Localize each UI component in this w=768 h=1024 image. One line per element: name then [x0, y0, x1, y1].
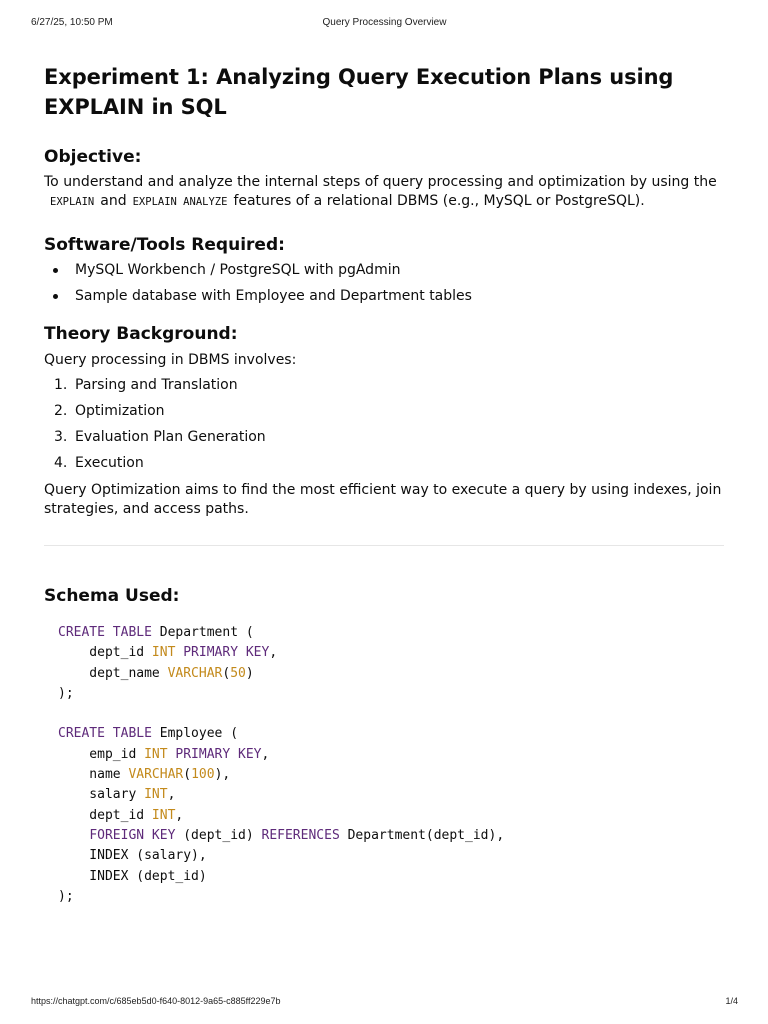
tool-item-label: Sample database with Employee and Department tables — [75, 288, 472, 304]
list-item — [44, 454, 724, 473]
inline-code-explain-analyze: EXPLAIN ANALYZE — [132, 196, 228, 208]
tool-item-label: MySQL Workbench / PostgreSQL with pgAdmin — [75, 262, 401, 278]
sql-keyword: FOREIGN KEY — [89, 827, 176, 843]
list-item — [44, 287, 724, 306]
print-url: https://chatgpt.com/c/685eb5d0-f640-8012-9a65-c885ff229e7b — [31, 996, 281, 1006]
step-number: 4. — [54, 455, 68, 471]
objective-heading: Objective: — [44, 147, 142, 167]
list-item — [44, 376, 724, 395]
step-number: 3. — [54, 429, 68, 445]
inline-code-explain: EXPLAIN — [50, 196, 95, 208]
sql-type: INT — [144, 787, 168, 803]
bullet-icon — [53, 268, 58, 273]
list-item — [44, 428, 724, 447]
theory-intro: Query processing in DBMS involves: — [44, 352, 297, 368]
sql-type: VARCHAR — [128, 767, 184, 783]
sql-number: 50 — [230, 665, 246, 681]
sql-keyword: PRIMARY KEY — [183, 645, 270, 661]
print-header — [31, 17, 738, 31]
steps-list — [44, 376, 724, 473]
objective-text-before: To understand and analyze the internal steps of query processing and optimization by using the — [44, 174, 717, 190]
print-datetime: 6/27/25, 10:50 PM — [31, 17, 113, 28]
print-footer — [31, 996, 738, 1010]
sql-type: INT — [151, 807, 176, 823]
step-label: Parsing and Translation — [75, 377, 238, 393]
sql-keyword: PRIMARY KEY — [175, 746, 262, 762]
page-number: 1/4 — [725, 996, 738, 1006]
step-label: Evaluation Plan Generation — [75, 429, 266, 445]
objective-text — [44, 173, 724, 212]
objective-text-after: features of a relational DBMS (e.g., MySQL or PostgreSQL). — [233, 193, 645, 209]
page-title: Experiment 1: Analyzing Query Execution Plans using EXPLAIN in SQL — [44, 65, 674, 119]
schema-heading: Schema Used: — [44, 586, 180, 606]
step-label: Optimization — [75, 403, 165, 419]
document-content — [44, 62, 724, 907]
print-title: Query Processing Overview — [322, 17, 447, 28]
sql-type: VARCHAR — [167, 665, 223, 681]
theory-heading: Theory Background: — [44, 324, 238, 344]
sql-type: INT — [151, 645, 176, 661]
bullet-icon — [53, 294, 58, 299]
tools-heading: Software/Tools Required: — [44, 235, 285, 255]
step-number: 1. — [54, 377, 68, 393]
schema-code: CREATE TABLE Department ( dept_id INT PRIMARY KEY, dept_name VARCHAR(50) ); CREATE TABLE Employee ( emp_id INT PRIMARY KEY, name VARCHAR(100), salary INT, dept_id INT, FOREIGN KEY (dept_id) REFERENCES Department(dept_id), INDEX (salary), INDEX (dept_id) ); — [58, 625, 505, 904]
section-divider — [44, 545, 724, 546]
sql-number: 100 — [191, 767, 215, 783]
sql-keyword: CREATE TABLE — [58, 625, 152, 640]
list-item — [44, 402, 724, 421]
schema-code-block[interactable] — [44, 623, 724, 907]
list-item — [44, 261, 724, 280]
objective-text-mid: and — [100, 193, 127, 209]
sql-keyword: CREATE TABLE — [58, 726, 152, 742]
tools-list — [44, 261, 724, 306]
step-label: Execution — [75, 455, 144, 471]
sql-type: INT — [144, 746, 168, 762]
sql-keyword: REFERENCES — [261, 827, 340, 843]
step-number: 2. — [54, 403, 68, 419]
optimization-note: Query Optimization aims to find the most efficient way to execute a query by using indexes, join strategies, and access paths. — [44, 482, 722, 517]
